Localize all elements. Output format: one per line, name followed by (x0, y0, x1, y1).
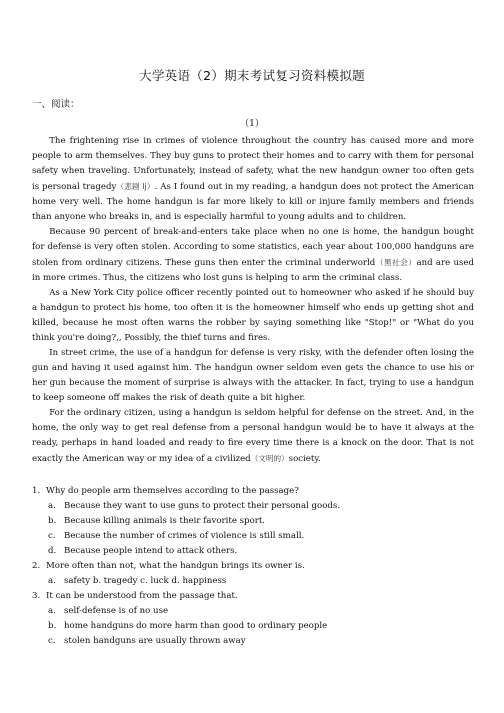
question-3: 3. It can be understood from the passage that. (32, 591, 238, 601)
chinese-gloss: （悲剧 lj） (116, 182, 155, 191)
option-1c: c. Because the number of crimes of violence is still small. (48, 531, 305, 541)
option-3c: c. stolen handguns are usually thrown away (48, 636, 246, 646)
paragraph-1: The frightening rise in crimes of violence throughout the country has caused more and more people to arm themselves. They buy guns to protect their homes and to carry with them for personal safety when traveling. Unfortunately, instead of safety, what the new handgun owner too often gets is personal tragedy（悲剧 lj）. As I found out in my reading, a handgun does not protect the American home very well. The home handgun is far more likely to kill or injure family members and friends than anyone who breaks in, and is especially harmful to young adults and to children. (32, 136, 475, 222)
option-1d: d. Because people intend to attack others. (48, 546, 238, 556)
option-3b: b. home handguns do more harm than good to ordinary people (48, 621, 328, 631)
page-title: 大学英语（2）期末考试复习资料模拟题 (139, 68, 365, 83)
question-2: 2. More often than not, what the handgun brings its owner is. (32, 561, 305, 571)
paragraph-2: Because 90 percent of break-and-enters take place when no one is home, the handgun bought for defense is very often stolen. According to some statistics, each year about 100,000 handguns are stolen from ordinary citizens. These guns then enter the criminal underworld（黑社会）and are used in more crimes. Thus, the citizens who lost guns is helping to arm the criminal class. (32, 227, 474, 283)
option-3a: a. self-defense is of no use (48, 606, 169, 616)
option-1a: a. Because they want to use guns to protect their personal goods. (48, 501, 341, 511)
chinese-gloss: （黑社会） (375, 258, 417, 267)
question-list (32, 484, 474, 649)
paragraph-3: As a New York City police officer recently pointed out to homeowner who asked if he should buy a handgun to protect his home, too often it is the homeowner himself who ends up getting shot and killed, because he most often warns the robber by saying something like "Stop!" or "What do you think you're doing?,, Possibly, the thief turns and fires. (32, 288, 474, 343)
paragraph-4: In street crime, the use of a handgun for defense is very risky, with the defender often losing the gun and having it used against him. The handgun owner seldom even gets the chance to use his or her gun because the moment of surprise is always with the attacker. In fact, trying to use a handgun to keep someone off makes the risk of death quite a bit higher. (32, 348, 474, 403)
question-1: 1. Why do people arm themselves according to the passage? (32, 486, 299, 496)
paragraph-5: For the ordinary citizen, using a handgun is seldom helpful for defense on the street. And, in the home, the only way to get real defense from a personal handgun would be to have it always at the ready, perhaps in hand loaded and ready to fire every time there is a knock on the door. That is not exactly the American way or my idea of a civilized（文明的）society. (32, 408, 474, 464)
passage-number: （1） (240, 119, 264, 129)
option-1b: b. Because killing animals is their favorite sport. (48, 516, 266, 526)
section-heading: 一、阅读： (32, 99, 80, 110)
chinese-gloss: （文明的） (250, 454, 289, 463)
option-2a: a. safety b. tragedy c. luck d. happiness (48, 576, 227, 586)
passage-body (32, 134, 474, 467)
